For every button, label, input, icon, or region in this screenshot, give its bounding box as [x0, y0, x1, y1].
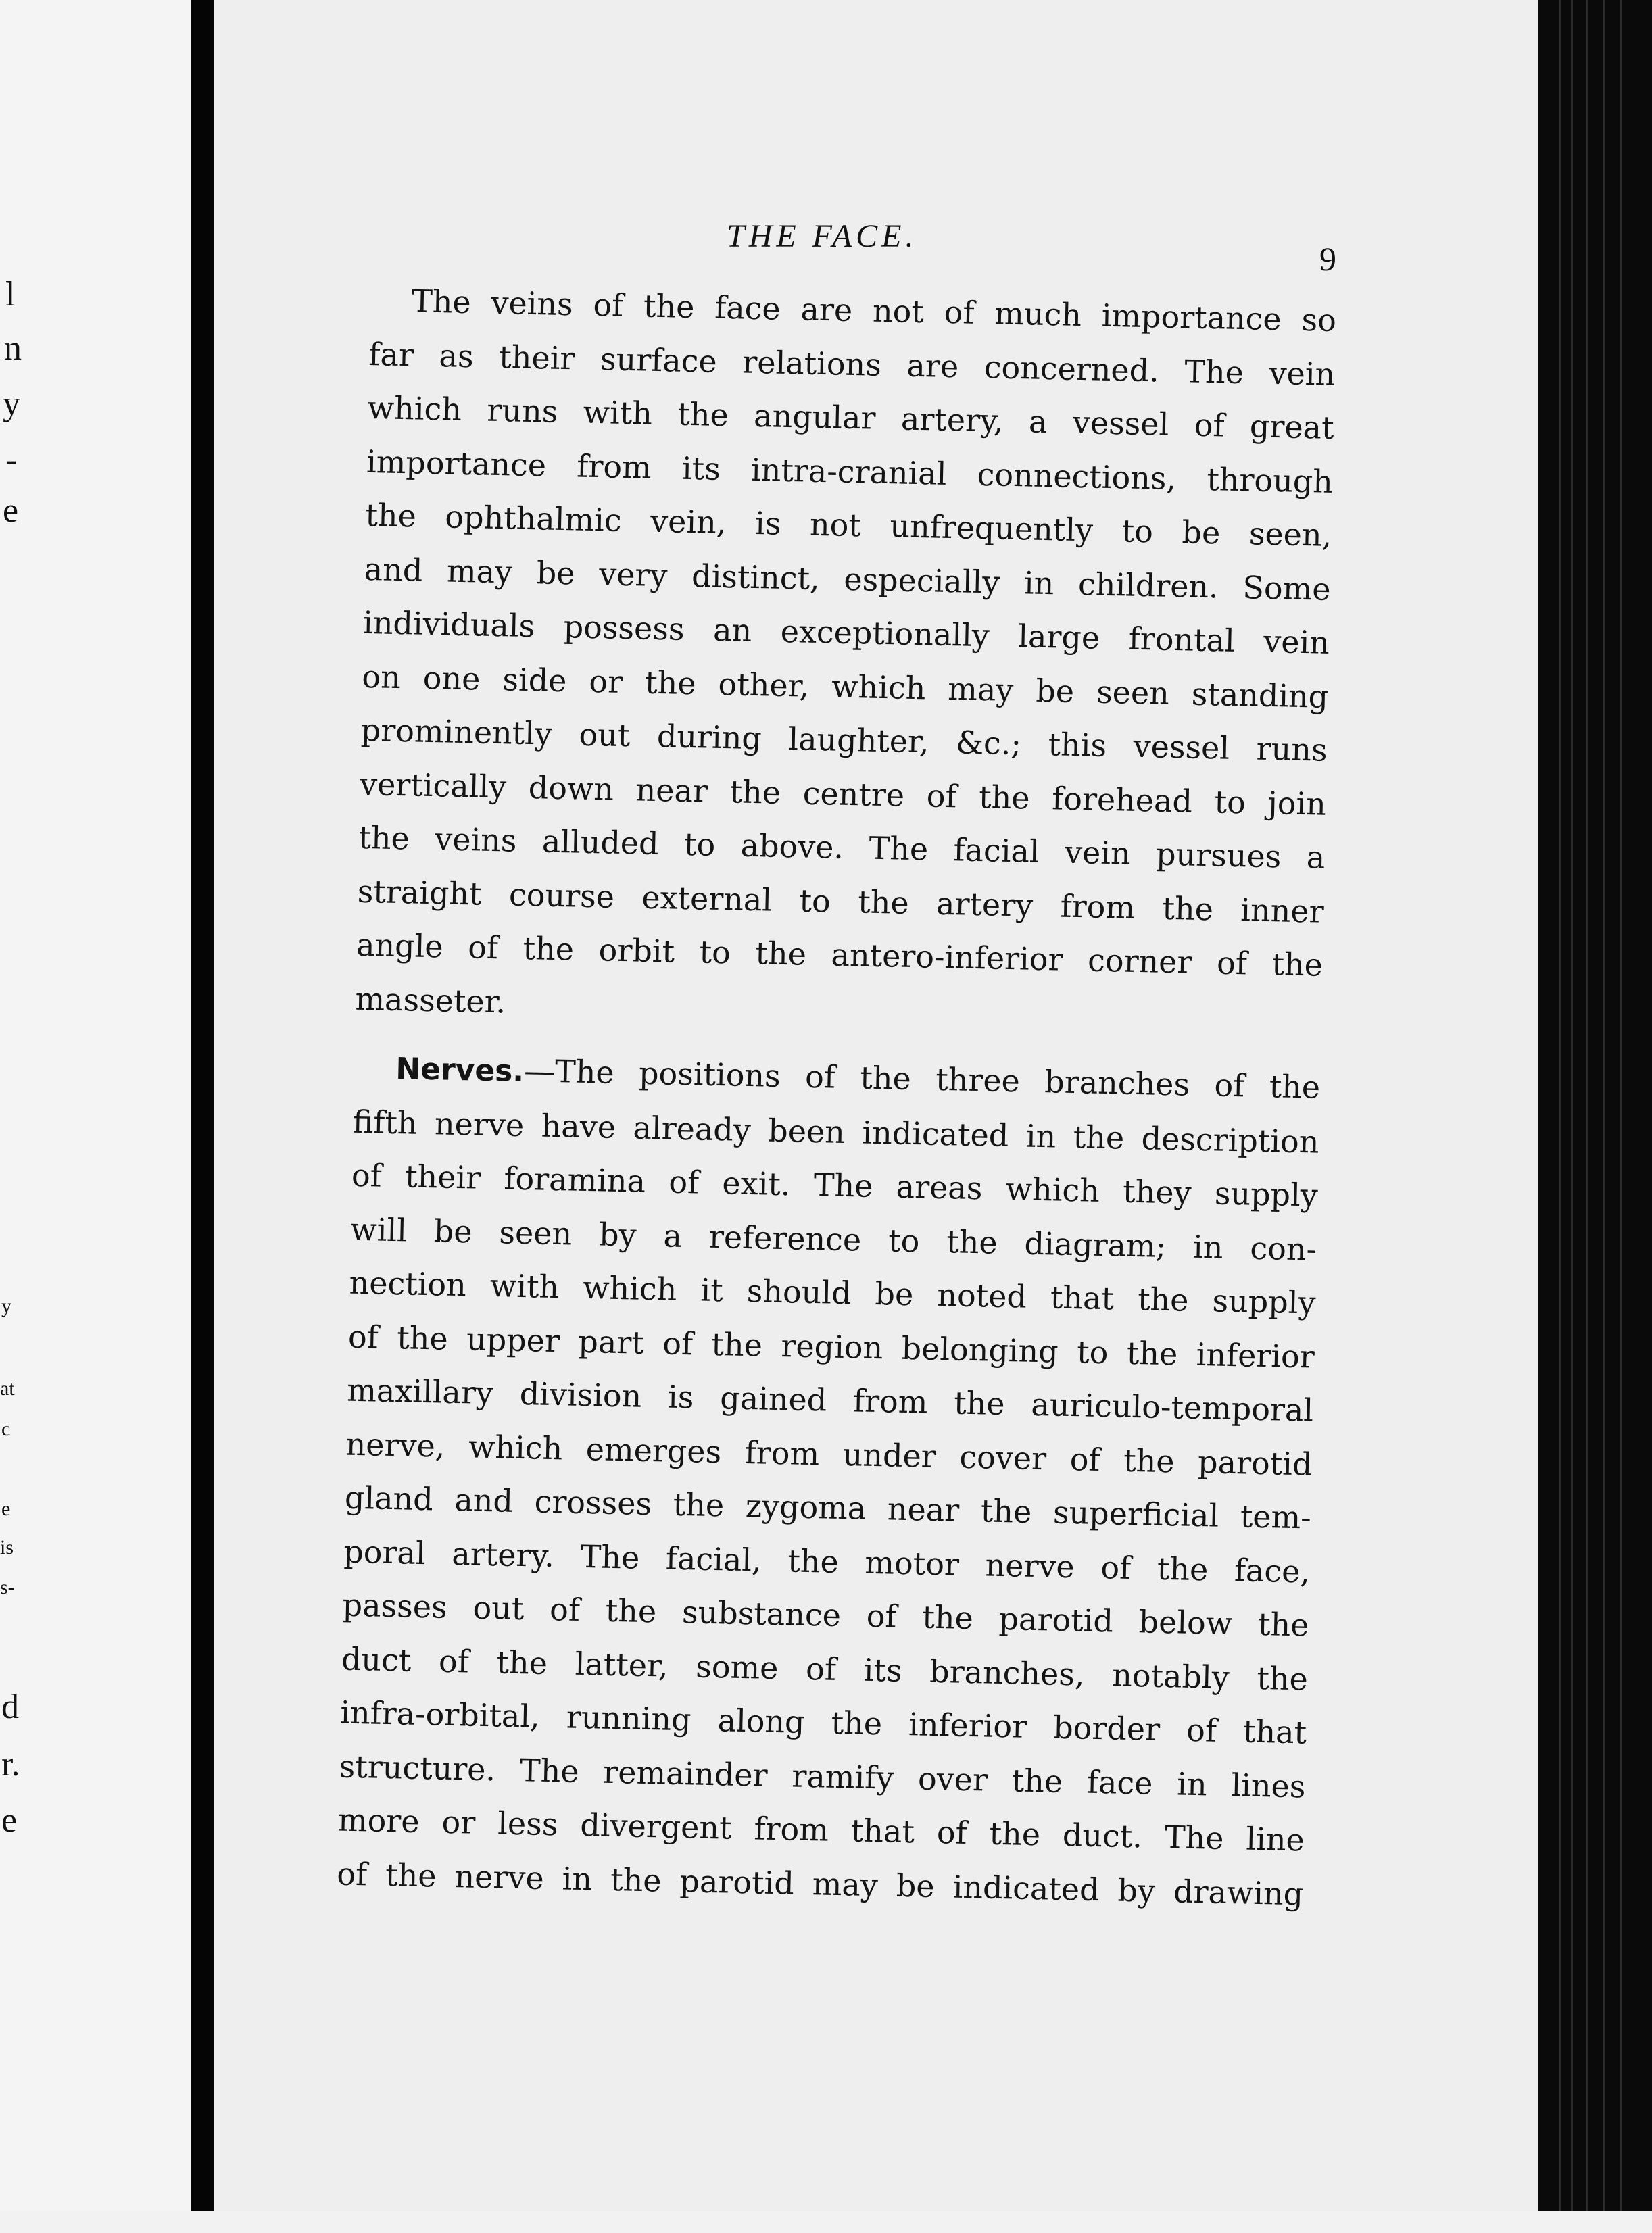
facing-page-fragment: c [1, 1418, 11, 1440]
facing-page-fragment: is [0, 1536, 14, 1559]
text-line: fifth nerve have already been indicated in the description [352, 1103, 1319, 1160]
text-line: which runs with the angular artery, a vessel of great [367, 389, 1335, 446]
facing-page-fragment: d [1, 1688, 19, 1726]
text-line: maxillary division is gained from the auriculo-temporal [346, 1371, 1314, 1429]
text-line: of their foramina of exit. The areas which they supply [351, 1156, 1319, 1214]
text-line: far as their surface relations are concerned. The vein [368, 335, 1336, 393]
text-line: structure. The remainder ramify over the face in lines [339, 1748, 1307, 1805]
scan-bottom-margin [0, 2211, 1652, 2233]
text-line: nection with which it should be noted that the supply [349, 1264, 1316, 1321]
facing-page-fragment: - [5, 441, 18, 479]
text-line: masseter. [354, 980, 506, 1020]
facing-page-fragment: l [5, 275, 16, 314]
text-line-rest: —The positions of the three branches of the [523, 1052, 1321, 1106]
facing-page [0, 0, 203, 2233]
paragraph-veins [355, 274, 1337, 1046]
page-edges [1538, 0, 1652, 2233]
text-line: of the upper part of the region belonging to the inferior [347, 1318, 1315, 1375]
page-number: 9 [1319, 240, 1336, 278]
text-line: on one side or the other, which may be seen standing [361, 658, 1329, 715]
section-heading-nerves: Nerves. [395, 1052, 525, 1089]
text-line: poral artery. The facial, the motor nerve of the face, [343, 1533, 1311, 1590]
text-line: and may be very distinct, especially in children. Some [364, 550, 1332, 608]
facing-page-fragment: e [1, 1801, 18, 1840]
facing-page-fragment: n [4, 329, 22, 368]
facing-page-fragment: y [3, 385, 20, 423]
facing-page-fragment: y [1, 1295, 11, 1317]
text-line: more or less divergent from that of the duct. The line [337, 1801, 1305, 1859]
text-line: gland and crosses the zygoma near the superficial tem- [344, 1479, 1312, 1536]
text-line: prominently out during laughter, &c.; this vessel runs [360, 711, 1328, 768]
body-text [337, 274, 1337, 1921]
book-gutter [191, 0, 214, 2233]
text-line: vertically down near the centre of the forehead to join [359, 765, 1327, 823]
paragraph-nerves [337, 1041, 1321, 1921]
text-line: angle of the orbit to the antero-inferior corner of the [356, 926, 1323, 983]
running-head: THE FACE. [727, 218, 918, 254]
facing-page-fragment: e [3, 491, 19, 530]
facing-page-fragment: s- [0, 1576, 15, 1598]
facing-page-fragment: at [0, 1377, 15, 1400]
text-line: the ophthalmic vein, is not unfrequently to be seen, [364, 496, 1332, 554]
text-line: The veins of the face are not of much importance so [411, 283, 1337, 339]
text-line: nerve, which emerges from under cover of the parotid [345, 1425, 1313, 1483]
text-line: will be seen by a reference to the diagram; in con- [349, 1210, 1317, 1268]
facing-page-fragment: e [1, 1498, 11, 1520]
text-line: the veins alluded to above. The facial vein pursues a [358, 818, 1326, 876]
facing-page-fragment: r. [1, 1745, 20, 1784]
text-line: duct of the latter, some of its branches, notably the [341, 1640, 1309, 1697]
text-line: infra-orbital, running along the inferior border of that [339, 1694, 1307, 1751]
text-line: of the nerve in the parotid may be indicated by drawing [336, 1855, 1304, 1912]
text-line: individuals possess an exceptionally large frontal vein [362, 604, 1330, 661]
text-line: straight course external to the artery from the inner [357, 873, 1325, 930]
text-line: passes out of the substance of the parotid below the [342, 1586, 1309, 1644]
text-line: importance from its intra-cranial connections, through [366, 443, 1334, 500]
